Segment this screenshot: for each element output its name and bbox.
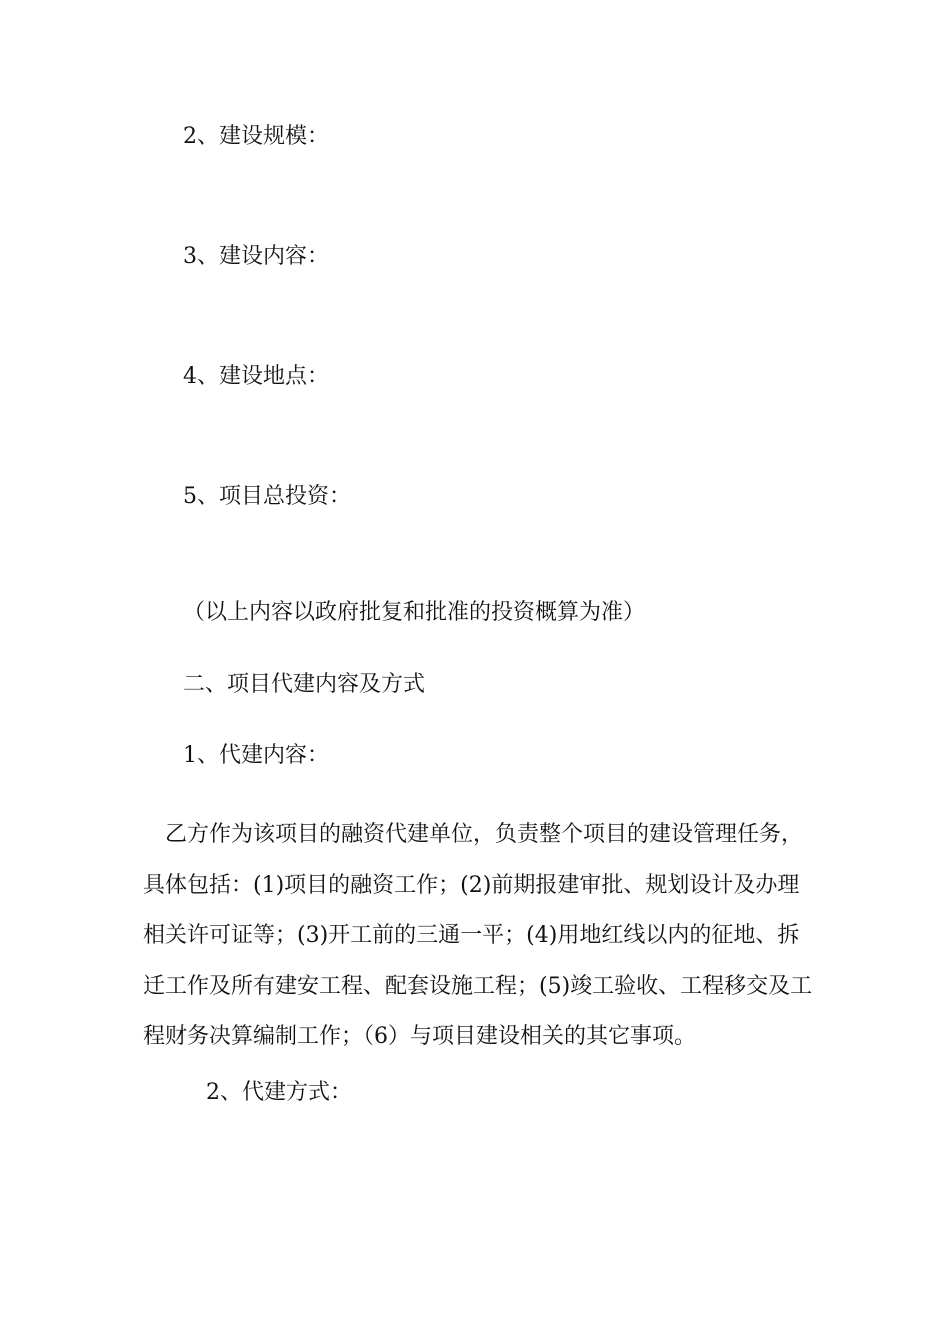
note-approval-basis: （以上内容以政府批复和批准的投资概算为准） xyxy=(183,600,646,625)
item-construction-location: 4、建设地点： xyxy=(183,364,329,389)
item-construction-scale: 2、建设规模： xyxy=(183,124,329,149)
paragraph-line: 乙方作为该项目的融资代建单位，负责整个项目的建设管理任务， xyxy=(143,822,804,847)
item-total-investment: 5、项目总投资： xyxy=(183,484,351,509)
section-heading-agency-construction: 二、项目代建内容及方式 xyxy=(183,672,426,697)
paragraph-line: 具体包括：(1)项目的融资工作；(2)前期报建审批、规划设计及办理 xyxy=(143,872,800,898)
subheading-agency-content: 1、代建内容： xyxy=(183,743,329,768)
paragraph-line: 程财务决算编制工作；（6）与项目建设相关的其它事项。 xyxy=(143,1024,696,1049)
agency-content-paragraph xyxy=(143,810,815,1063)
subheading-agency-method: 2、代建方式： xyxy=(206,1080,352,1105)
paragraph-line: 相关许可证等；(3)开工前的三通一平；(4)用地红线以内的征地、拆 xyxy=(143,923,800,948)
paragraph-line: 迁工作及所有建安工程、配套设施工程；(5)竣工验收、工程移交及工 xyxy=(143,973,813,999)
item-construction-content: 3、建设内容： xyxy=(183,244,329,269)
